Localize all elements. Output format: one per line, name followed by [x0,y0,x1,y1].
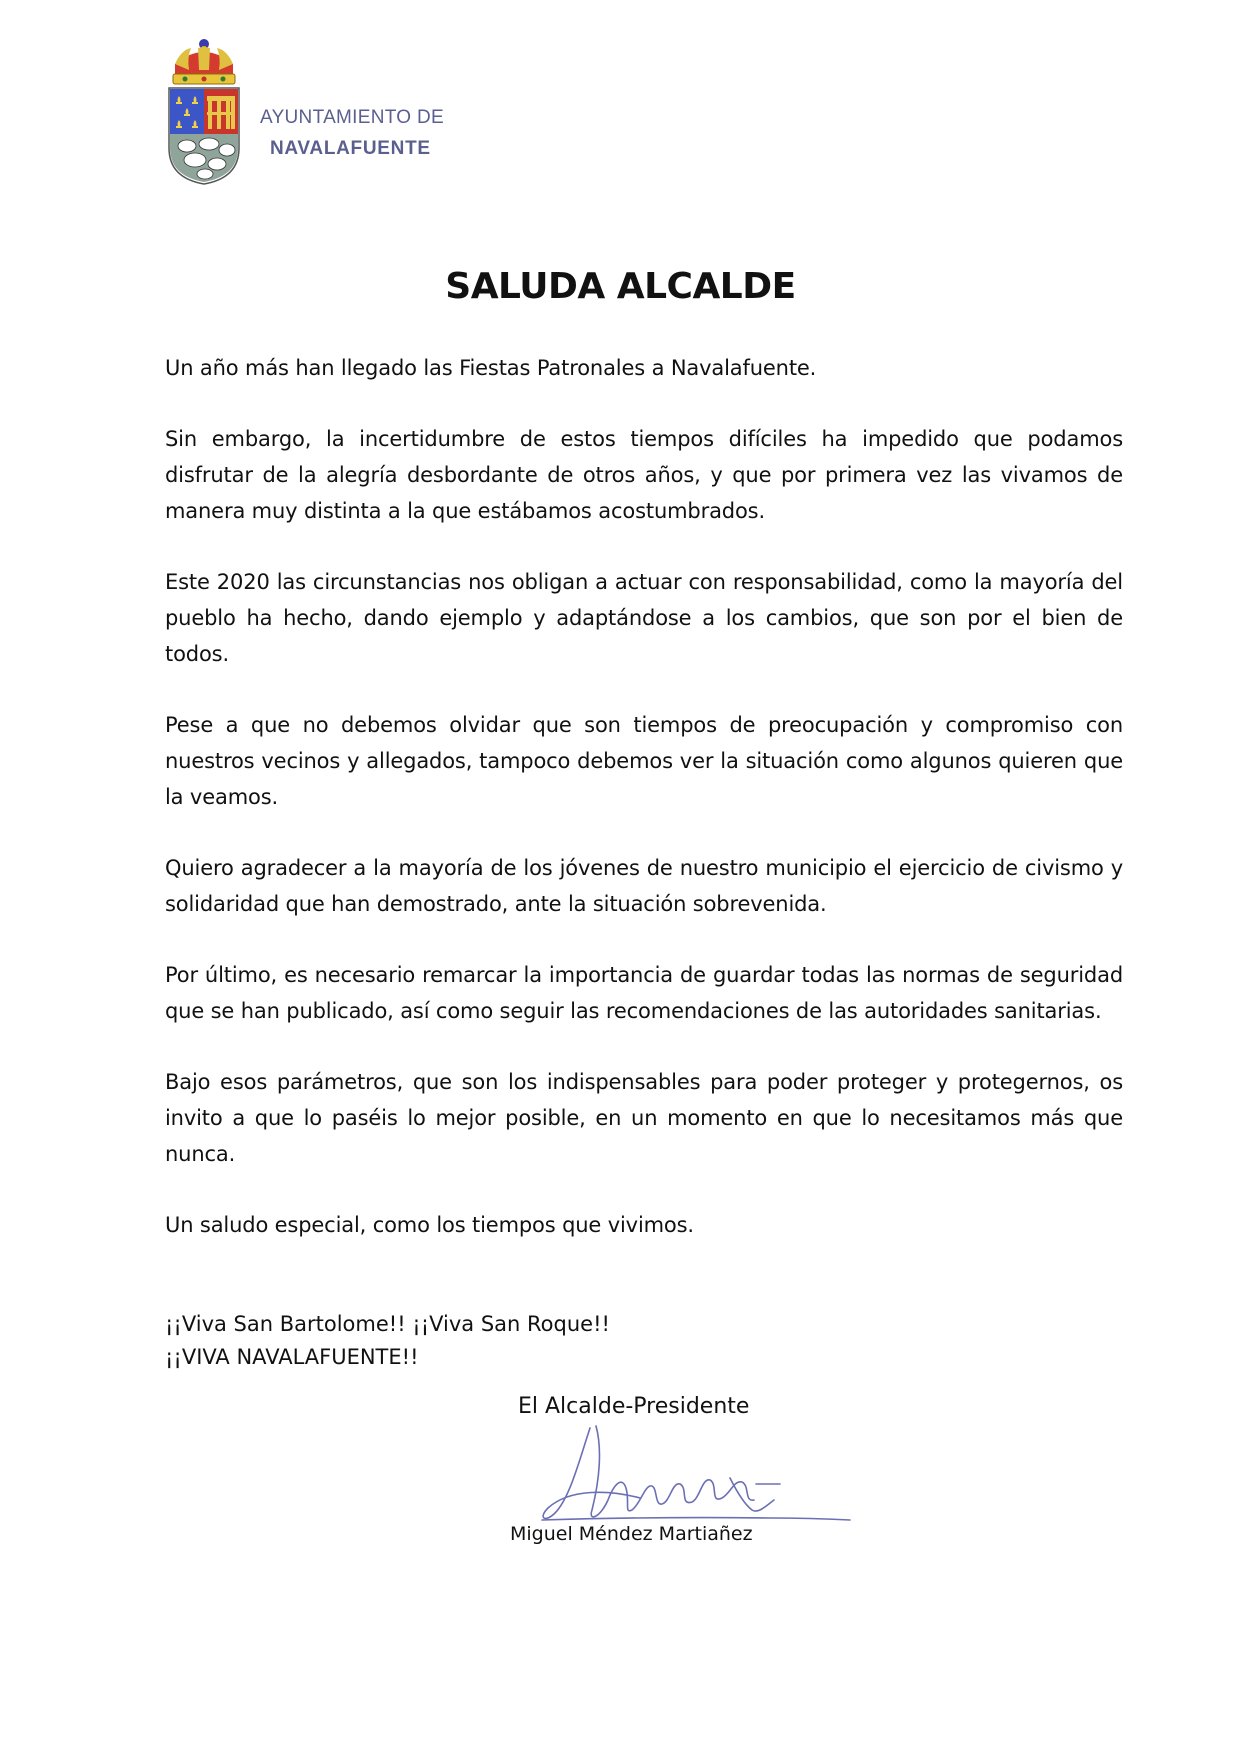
paragraph-6: Por último, es necesario remarcar la importancia de guardar todas las normas de seguridad que se han publicado, así como seguir las recomendaciones de las autoridades sanitarias. [165,963,1123,1023]
signer-name: Miguel Méndez Martiañez [510,1523,753,1545]
crown-icon [173,39,235,84]
paragraph-4: Pese a que no debemos olvidar que son tiempos de preocupación y compromiso con nuestros vecinos y allegados, tampoco debemos ver la situación como algunos quieren que la veamos. [165,713,1123,809]
paragraph-3: Este 2020 las circunstancias nos obligan a actuar con responsabilidad, como la mayoría del pueblo ha hecho, dando ejemplo y adaptándose a los cambios, que son por el bien de todos. [165,570,1123,666]
letterhead [165,36,485,186]
coat-of-arms-icon [165,36,243,186]
paragraph-8: Un saludo especial, como los tiempos que vivimos. [165,1213,694,1237]
closing-cheers [165,1308,610,1374]
paragraph-5: Quiero agradecer a la mayoría de los jóvenes de nuestro municipio el ejercicio de civismo y solidaridad que han demostrado, ante la situación sobrevenida. [165,856,1123,916]
letter-body [165,350,1123,1278]
page-title: SALUDA ALCALDE [445,266,796,307]
municipality-name [260,108,444,158]
letterhead-line-1: AYUNTAMIENTO DE [260,107,444,128]
paragraph-7: Bajo esos parámetros, que son los indispensables para poder proteger y protegernos, os invito a que lo paséis lo mejor posible, en un momento en que lo necesitamos más que nunca. [165,1070,1123,1166]
closing-line-2: ¡¡VIVA NAVALAFUENTE!! [165,1345,419,1369]
paragraph-2: Sin embargo, la incertidumbre de estos tiempos difíciles ha impedido que podamos disfrutar de la alegría desbordante de otros años, y que por primera vez las vivamos de manera muy distinta a la que estábamos acostumbrados. [165,427,1123,523]
letterhead-line-2: NAVALAFUENTE [270,138,431,159]
signer-role: El Alcalde-Presidente [518,1394,750,1419]
closing-line-1: ¡¡Viva San Bartolome!! ¡¡Viva San Roque!! [165,1312,610,1336]
paragraph-1: Un año más han llegado las Fiestas Patronales a Navalafuente. [165,356,817,380]
